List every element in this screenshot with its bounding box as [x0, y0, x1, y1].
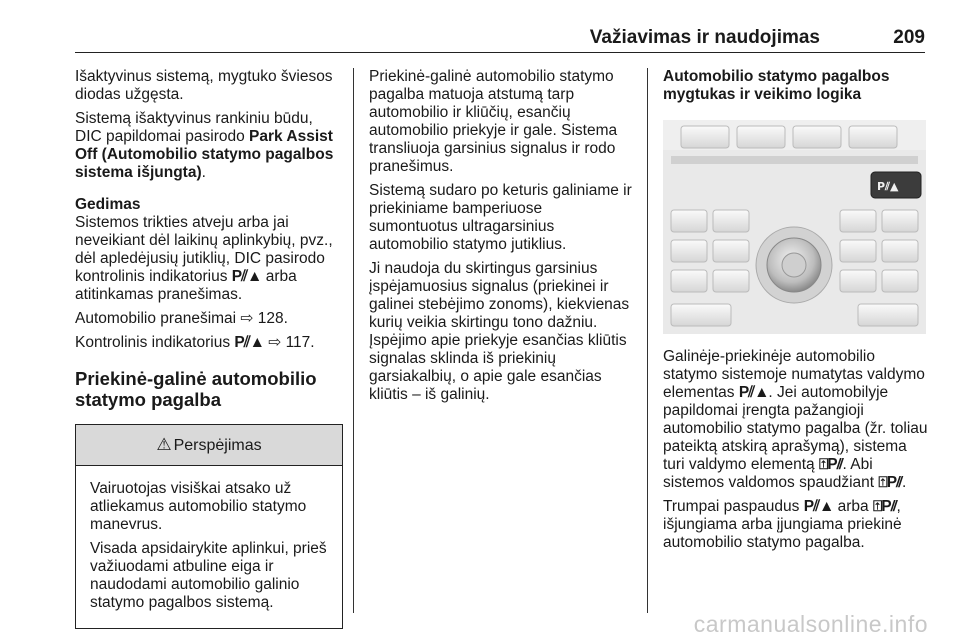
dashboard-button-photo [663, 120, 926, 334]
advanced-park-assist-icon: ⍐P⫽ [878, 474, 902, 491]
column-left [75, 68, 343, 629]
paragraph-overview: Priekinė-galinė automobilio statymo pagalba matuoja atstumą tarp automobilio ir kliūčių, esančių automobilio priekyje ir gale. Sistema transliuoja garsinius signalus ir rodo pranešimus. [369, 68, 618, 175]
column-divider-1 [353, 68, 354, 613]
paragraph-control-element: Galinėje-priekinėje automobilio statymo sistemoje numatytas valdymo elementas P⫽▲. Jei automobilyje papildomai įrengta pažangioji automobilio statymo pagalba (žr. toliau pateiktą atskirą aprašymą), sistema turi valdymo elementą ⍐P⫽. Abi sistemos valdomos spaudžiant ⍐P⫽. [663, 348, 928, 491]
paragraph-deactivation: Išaktyvinus sistemą, mygtuko šviesos diodas užgęsta. [75, 68, 333, 103]
advanced-park-assist-icon: ⍐P⫽ [872, 498, 897, 515]
paragraph-sensors: Sistemą sudaro po keturis galiniame ir priekiniame bamperiuose sumontuotus ultragarsinius automobilio statymo jutiklius. [369, 182, 632, 253]
park-assist-icon: P⫽▲ [234, 334, 264, 351]
warning-paragraph-1: Vairuotojas visiškai atsako už atliekamus automobilio statymo manevrus. [90, 480, 307, 533]
header-title: Važiavimas ir naudojimas [589, 27, 820, 48]
header-rule [75, 52, 925, 53]
paragraph-fault: Sistemos trikties atveju arba jai neveikiant dėl laikinų aplinkybių, pvz., dėl apledėjusių jutiklių, DIC pasirodo kontrolinis indikatorius P⫽▲ arba atitinkamas pranešimas. [75, 214, 333, 303]
page-header [0, 24, 925, 54]
watermark: carmanualsonline.info [693, 611, 928, 637]
warning-title: Perspėjimas [173, 437, 262, 454]
center-console-illustration [663, 120, 926, 334]
warning-header [76, 425, 342, 466]
paragraph-indicator-ref: Kontrolinis indikatorius P⫽▲ ⇨ 117. [75, 334, 315, 351]
column-right [663, 68, 928, 558]
section-heading: Priekinė-galinė automobilio statymo pagalba [75, 368, 317, 410]
paragraph-manual-off: Sistemą išaktyvinus rankiniu būdu, DIC papildomai pasirodo Park Assist Off (Automobilio statymo pagalbos sistema išjungta). [75, 110, 334, 181]
park-assist-icon: P⫽▲ [738, 384, 769, 401]
column-divider-2 [647, 68, 648, 613]
park-assist-icon: P⫽▲ [803, 498, 834, 515]
warning-icon: ⚠ [156, 435, 172, 454]
column-middle [369, 68, 635, 410]
warning-body [76, 466, 342, 628]
park-assist-icon: P⫽▲ [231, 268, 262, 285]
warning-box [75, 424, 343, 629]
paragraph-vehicle-messages-ref: Automobilio pranešimai ⇨ 128. [75, 310, 288, 327]
park-assist-button-label: P⫽▲ [877, 180, 899, 193]
subhead-fault: Gedimas [75, 196, 141, 213]
subsection-heading: Automobilio statymo pagalbos mygtukas ir veikimo logika [663, 68, 890, 103]
page-number: 209 [893, 27, 925, 48]
paragraph-short-press: Trumpai paspaudus P⫽▲ arba ⍐P⫽, išjungiama arba įjungiama priekinė automobilio statymo pagalba. [663, 498, 902, 551]
advanced-park-assist-icon: ⍐P⫽ [818, 456, 843, 473]
park-assist-off-message: Park Assist Off (Automobilio statymo pagalbos sistema išjungta) [75, 128, 334, 181]
warning-paragraph-2: Visada apsidairykite aplinkui, prieš važiuodami atbuline eiga ir naudodami automobilio galinio statymo pagalbos sistemą. [90, 540, 327, 611]
paragraph-signals: Ji naudoja du skirtingus garsinius įspėjamuosius signalus (priekinei ir galinei stebėjimo zonoms), kiekvienas kurių veikia skirtingu tono dažniu. Įspėjimo apie priekyje esančias kliūtis signalas sklinda iš priekinių garsiakalbių, o apie gale esančias kliūtis – iš galinių. [369, 260, 630, 403]
